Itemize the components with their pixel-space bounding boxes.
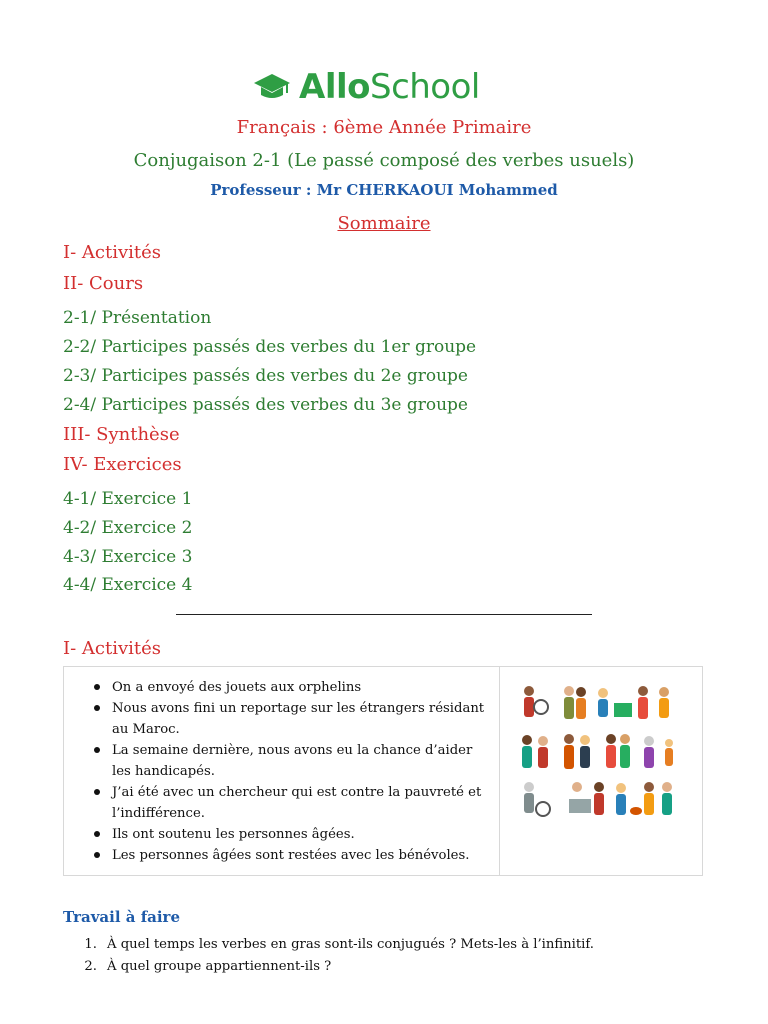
section-divider xyxy=(176,614,592,615)
activity-sentence: La semaine dernière, nous avons eu la chance d’aider les handicapés. xyxy=(92,740,487,782)
toc-item-exercice-2: 4-2/ Exercice 2 xyxy=(63,518,193,538)
work-question xyxy=(63,956,703,978)
toc-item-exercice-1: 4-1/ Exercice 1 xyxy=(63,489,193,509)
volunteers-illustration xyxy=(519,683,683,823)
summary-title: Sommaire xyxy=(337,213,431,234)
toc-item-exercice-4: 4-4/ Exercice 4 xyxy=(63,575,193,595)
toc-item-exercice-3: 4-3/ Exercice 3 xyxy=(63,547,193,567)
toc-item-activites: I- Activités xyxy=(63,242,162,263)
activities-box xyxy=(63,666,703,876)
toc-item-1er-groupe: 2-2/ Participes passés des verbes du 1er groupe xyxy=(63,337,477,357)
activities-sentence-list xyxy=(92,677,487,866)
logo-text-bold: Allo xyxy=(299,67,370,107)
toc-item-presentation: 2-1/ Présentation xyxy=(63,308,212,328)
activity-sentence: J’ai été avec un chercheur qui est contre la pauvreté et l’indifférence. xyxy=(92,782,487,824)
work-question xyxy=(63,934,703,956)
toc-item-3e-groupe: 2-4/ Participes passés des verbes du 3e groupe xyxy=(63,395,468,415)
lesson-title: Conjugaison 2-1 (Le passé composé des verbes usuels) xyxy=(133,150,635,171)
work-question-number: 2. xyxy=(84,959,97,974)
toc-item-cours: II- Cours xyxy=(63,273,144,294)
activity-sentence: Nous avons fini un reportage sur les étrangers résidant au Maroc. xyxy=(92,698,487,740)
logo-text xyxy=(299,67,480,107)
logo-text-regular: School xyxy=(369,67,480,107)
box-column-divider xyxy=(499,667,500,875)
activity-sentence: Les personnes âgées sont restées avec les bénévoles. xyxy=(92,845,487,866)
work-question-list xyxy=(63,934,703,978)
work-title: Travail à faire xyxy=(63,908,181,926)
people-row-2 xyxy=(522,734,673,769)
subject-title: Français : 6ème Année Primaire xyxy=(236,117,532,138)
activity-sentence: On a envoyé des jouets aux orphelins xyxy=(92,677,487,698)
toc-item-synthese: III- Synthèse xyxy=(63,424,180,445)
graduation-cap-icon xyxy=(253,72,291,102)
people-row-1 xyxy=(524,686,669,719)
people-row-3 xyxy=(524,782,672,816)
work-question-text: À quel groupe appartiennent-ils ? xyxy=(107,959,332,974)
professor-name: Professeur : Mr CHERKAOUI Mohammed xyxy=(210,181,558,199)
activities-title: I- Activités xyxy=(63,638,162,659)
toc-item-2e-groupe: 2-3/ Participes passés des verbes du 2e groupe xyxy=(63,366,468,386)
work-question-text: À quel temps les verbes en gras sont-ils conjugués ? Mets-les à l’infinitif. xyxy=(107,937,595,952)
work-question-number: 1. xyxy=(84,937,97,952)
toc-item-exercices: IV- Exercices xyxy=(63,454,182,475)
alloschool-logo xyxy=(253,64,480,110)
activity-sentence: Ils ont soutenu les personnes âgées. xyxy=(92,824,487,845)
